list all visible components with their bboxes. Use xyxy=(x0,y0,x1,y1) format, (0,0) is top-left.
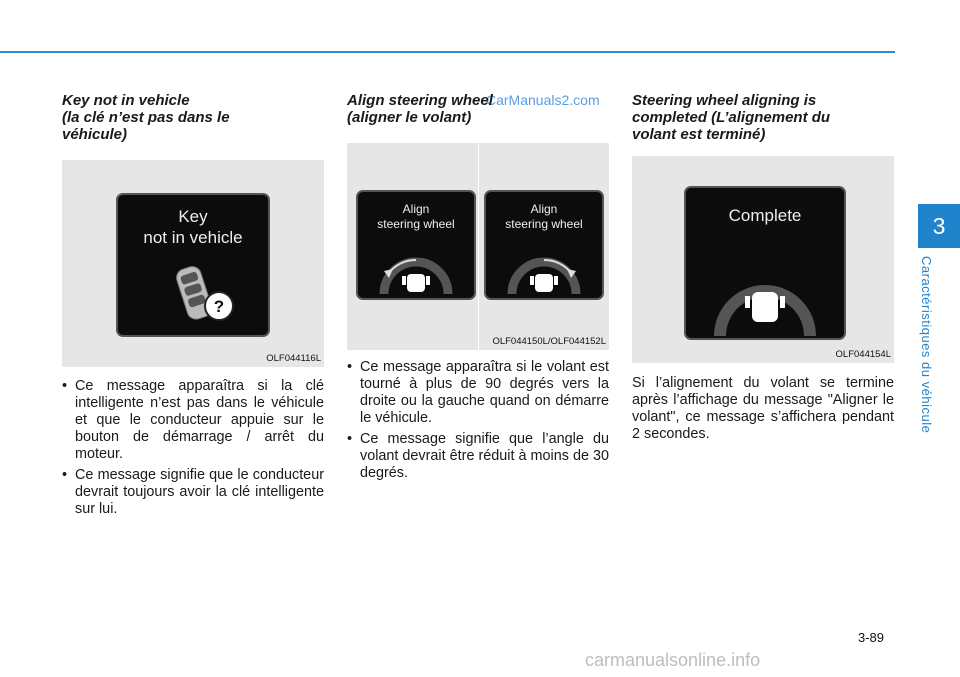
list-item: • Ce message signifie que le conducteur devrait toujours avoir la clé intelligente sur lui. xyxy=(62,467,324,518)
top-rule xyxy=(0,51,895,53)
steering-arrow-right-icon xyxy=(504,236,584,294)
smart-key-icon xyxy=(172,259,240,327)
cluster-display xyxy=(116,193,270,337)
title-line: Steering wheel aligning is xyxy=(632,92,817,109)
display-text: Align xyxy=(530,202,558,216)
section-title-complete xyxy=(632,92,894,143)
car-top-view-icon xyxy=(710,244,820,336)
figure-align-steering xyxy=(347,143,609,350)
bullet-list xyxy=(62,378,324,518)
display-text: Key xyxy=(178,207,208,226)
footer-watermark: carmanualsonline.info xyxy=(585,650,761,670)
title-line: Key not in vehicle xyxy=(62,92,190,109)
title-line: (la clé n’est pas dans le xyxy=(62,109,230,126)
figure-caption: OLF044150L/OLF044152L xyxy=(492,336,606,347)
display-text: Align xyxy=(402,202,430,216)
column-key-not-in-vehicle xyxy=(62,92,324,522)
column-align-steering xyxy=(347,92,609,486)
title-line: Align steering wheel xyxy=(347,92,493,109)
cluster-display-right xyxy=(484,190,604,300)
title-line: completed (L’alignement du xyxy=(632,109,831,126)
figure-divider xyxy=(478,143,479,350)
column-aligning-completed xyxy=(632,92,894,443)
steering-arrow-left-icon xyxy=(376,236,456,294)
section-title-align xyxy=(347,92,609,126)
bullet-list xyxy=(347,359,609,482)
title-line: volant est terminé) xyxy=(632,126,766,143)
section-title-key xyxy=(62,92,324,143)
display-text: steering wheel xyxy=(377,217,455,231)
section-tab: 3 xyxy=(918,204,960,248)
title-line: véhicule) xyxy=(62,126,128,143)
list-item: • Ce message apparaîtra si la clé intelligente n’est pas dans le véhicule et que le conducteur appuie sur le bouton de démarrage / arrêt du moteur. xyxy=(62,378,324,463)
watermark: CarManuals2.com xyxy=(486,92,600,108)
cluster-display xyxy=(684,186,846,340)
figure-caption: OLF044154L xyxy=(835,349,891,360)
list-item: • Ce message apparaîtra si le volant est tourné à plus de 90 degrés vers la droite ou la gauche quand on démarre le véhicule. xyxy=(347,359,609,427)
svg-text:?: ? xyxy=(213,297,225,316)
display-text: Complete xyxy=(728,206,802,225)
page-number: 3-89 xyxy=(858,630,885,645)
figure-aligning-completed xyxy=(632,156,894,363)
list-item: • Ce message signifie que l’angle du volant devrait être réduit à moins de 30 degrés. xyxy=(347,431,609,482)
figure-key-not-in-vehicle xyxy=(62,160,324,367)
display-text: not in vehicle xyxy=(143,228,243,247)
title-line: (aligner le volant) xyxy=(347,109,472,126)
display-text: steering wheel xyxy=(505,217,583,231)
figure-caption: OLF044116L xyxy=(266,353,321,364)
side-label: Caractéristiques du véhicule xyxy=(919,256,934,434)
body-paragraph: Si l’alignement du volant se termine après l’affichage du message "Aligner le volant", ce message s’affichera pendant 2 secondes. xyxy=(632,375,894,442)
cluster-display-left xyxy=(356,190,476,300)
